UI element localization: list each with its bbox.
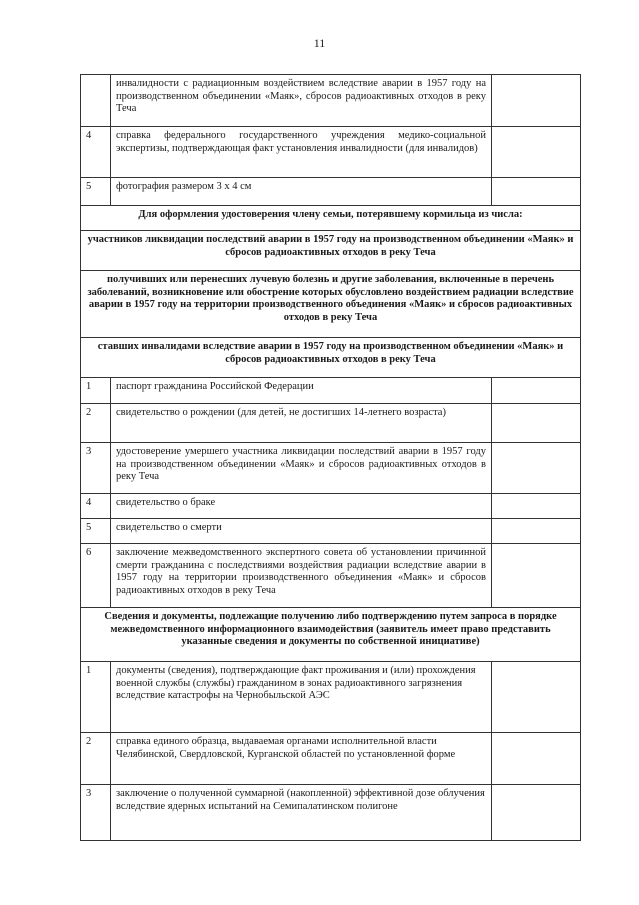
- row-number-cell: 5: [81, 178, 111, 206]
- table-row: [81, 544, 581, 608]
- section-header-row: [81, 338, 581, 378]
- row-number-cell: 1: [81, 662, 111, 733]
- row-number-cell: 3: [81, 443, 111, 494]
- document-cell: документы (сведения), подтверждающие факт проживания и (или) прохождения военной службы (службы) гражданином в зонах радиоактивного загрязнения вследствие катастрофы на Чернобыльской АЭС: [111, 662, 492, 733]
- empty-cell: [492, 785, 581, 841]
- row-number-cell: 3: [81, 785, 111, 841]
- table-row: [81, 443, 581, 494]
- row-number-cell: 2: [81, 404, 111, 443]
- section-header: получивших или перенесших лучевую болезнь и другие заболевания, включенные в перечень заболеваний, возникновение или обострение которых обусловлено воздействием радиации вследствие аварии в 1957 году на территории производственного объединения «Маяк» и сбросов радиоактивных отходов в реку Теча: [81, 271, 581, 338]
- row-number-cell: 6: [81, 544, 111, 608]
- document-cell: заключение межведомственного экспертного совета об установлении причинной смерти гражданина с последствиями воздействия радиации вследствие аварии в 1957 году на территории производственного объединения «Маяк» и сбросов радиоактивных отходов в реку Теча: [111, 544, 492, 608]
- table-row: [81, 404, 581, 443]
- row-number-cell: [81, 75, 111, 127]
- empty-cell: [492, 378, 581, 404]
- empty-cell: [492, 519, 581, 544]
- table-row: [81, 494, 581, 519]
- empty-cell: [492, 404, 581, 443]
- section-header: Для оформления удостоверения члену семьи, потерявшему кормильца из числа:: [81, 206, 581, 231]
- section-header-row: [81, 206, 581, 231]
- documents-table: [80, 74, 581, 841]
- section-header: участников ликвидации последствий аварии в 1957 году на производственном объединении «Маяк» и сбросов радиоактивных отходов в реку Теча: [81, 231, 581, 271]
- document-cell: фотография размером 3 x 4 см: [111, 178, 492, 206]
- row-number-cell: 4: [81, 127, 111, 178]
- document-cell: заключение о полученной суммарной (накопленной) эффективной дозе облучения вследствие ядерных испытаний на Семипалатинском полигоне: [111, 785, 492, 841]
- document-cell: свидетельство о смерти: [111, 519, 492, 544]
- table-row: [81, 127, 581, 178]
- document-cell: паспорт гражданина Российской Федерации: [111, 378, 492, 404]
- document-cell: инвалидности с радиационным воздействием вследствие аварии в 1957 году на производственном объединении «Маяк», сбросов радиоактивных отходов в реку Теча: [111, 75, 492, 127]
- empty-cell: [492, 662, 581, 733]
- document-cell: свидетельство о браке: [111, 494, 492, 519]
- table-row: [81, 785, 581, 841]
- table-row: [81, 733, 581, 785]
- empty-cell: [492, 544, 581, 608]
- document-cell: справка федерального государственного учреждения медико-социальной экспертизы, подтверждающая факт установления инвалидности (для инвалидов): [111, 127, 492, 178]
- section-header-row: [81, 608, 581, 662]
- empty-cell: [492, 127, 581, 178]
- table-row: [81, 178, 581, 206]
- document-cell: свидетельство о рождении (для детей, не достигших 14-летнего возраста): [111, 404, 492, 443]
- row-number-cell: 4: [81, 494, 111, 519]
- table-row: [81, 519, 581, 544]
- page-number: 11: [313, 36, 326, 50]
- section-header-row: [81, 271, 581, 338]
- row-number-cell: 1: [81, 378, 111, 404]
- empty-cell: [492, 733, 581, 785]
- document-cell: справка единого образца, выдаваемая органами исполнительной власти Челябинской, Свердловской, Курганской областей по установленной форме: [111, 733, 492, 785]
- empty-cell: [492, 75, 581, 127]
- row-number-cell: 5: [81, 519, 111, 544]
- empty-cell: [492, 494, 581, 519]
- empty-cell: [492, 443, 581, 494]
- section-header: Сведения и документы, подлежащие получению либо подтверждению путем запроса в порядке межведомственного информационного взаимодействия (заявитель имеет право представить указанные сведения и документы по собственной инициативе): [81, 608, 581, 662]
- empty-cell: [492, 178, 581, 206]
- table-row: [81, 378, 581, 404]
- table-row: [81, 75, 581, 127]
- section-header: ставших инвалидами вследствие аварии в 1957 году на производственном объединении «Маяк» и сбросов радиоактивных отходов в реку Теча: [81, 338, 581, 378]
- row-number-cell: 2: [81, 733, 111, 785]
- document-cell: удостоверение умершего участника ликвидации последствий аварии в 1957 году на производственном объединении «Маяк» и сбросов радиоактивных отходов в реку Теча: [111, 443, 492, 494]
- section-header-row: [81, 231, 581, 271]
- table-row: [81, 662, 581, 733]
